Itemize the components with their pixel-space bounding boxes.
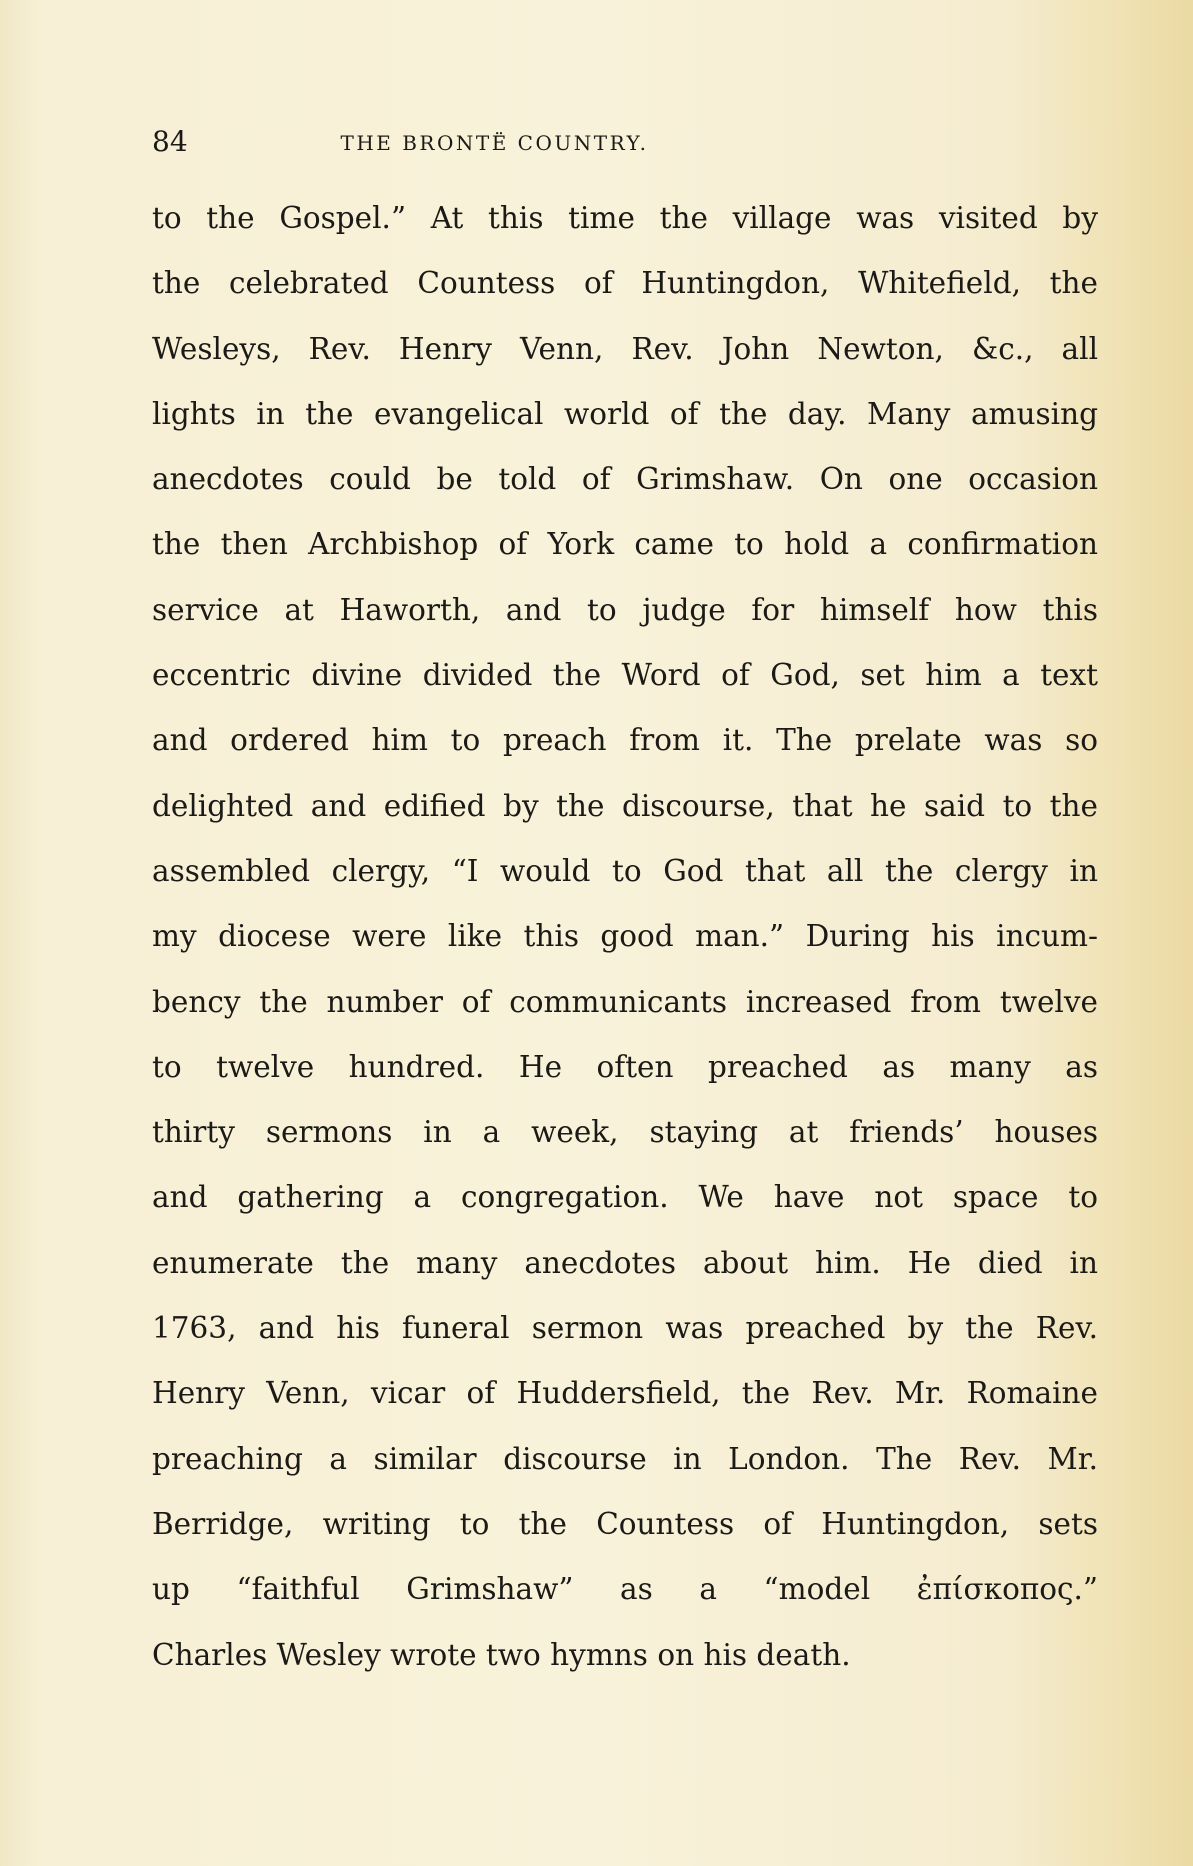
- text-line: lights in the evangelical world of the day. Many amusing: [152, 396, 1098, 431]
- text-line: and gathering a congregation. We have not space to: [152, 1180, 1098, 1215]
- text-line: the celebrated Countess of Huntingdon, Whitefield, the: [152, 266, 1098, 301]
- text-line: Wesleys, Rev. Henry Venn, Rev. John Newton, &c., all: [152, 331, 1098, 366]
- text-line: my diocese were like this good man.” During his incum-: [152, 919, 1098, 954]
- text-line: thirty sermons in a week, staying at friends’ houses: [152, 1115, 1098, 1150]
- text-line: up “faithful Grimshaw” as a “model ἐπίσκοπος.”: [152, 1572, 1098, 1607]
- page-header: [152, 122, 817, 162]
- text-line: delighted and edified by the discourse, that he said to the: [152, 788, 1098, 823]
- text-line: Henry Venn, vicar of Huddersfield, the Rev. Mr. Romaine: [152, 1376, 1098, 1411]
- text-line: to twelve hundred. He often preached as many as: [152, 1049, 1098, 1084]
- text-line: anecdotes could be told of Grimshaw. On one occasion: [152, 462, 1098, 497]
- page-number: 84: [152, 125, 188, 158]
- text-line: preaching a similar discourse in London. The Rev. Mr.: [152, 1441, 1098, 1476]
- text-line: and ordered him to preach from it. The prelate was so: [152, 723, 1098, 758]
- running-head: THE BRONTË COUNTRY.: [340, 131, 649, 155]
- text-line: Berridge, writing to the Countess of Huntingdon, sets: [152, 1506, 1098, 1541]
- text-line: to the Gospel.” At this time the village was visited by: [152, 201, 1098, 235]
- text-line: service at Haworth, and to judge for himself how this: [152, 592, 1098, 627]
- text-line: bency the number of communicants increased from twelve: [152, 984, 1098, 1019]
- text-line: assembled clergy, “I would to God that all the clergy in: [152, 853, 1098, 888]
- text-line: the then Archbishop of York came to hold a confirmation: [152, 527, 1098, 562]
- text-line: enumerate the many anecdotes about him. He died in: [152, 1245, 1098, 1280]
- text-line: 1763, and his funeral sermon was preached by the Rev.: [152, 1311, 1098, 1346]
- body-paragraph: [152, 186, 1098, 1688]
- text-line: eccentric divine divided the Word of God, set him a text: [152, 658, 1098, 693]
- text-line: Charles Wesley wrote two hymns on his death.: [152, 1637, 851, 1672]
